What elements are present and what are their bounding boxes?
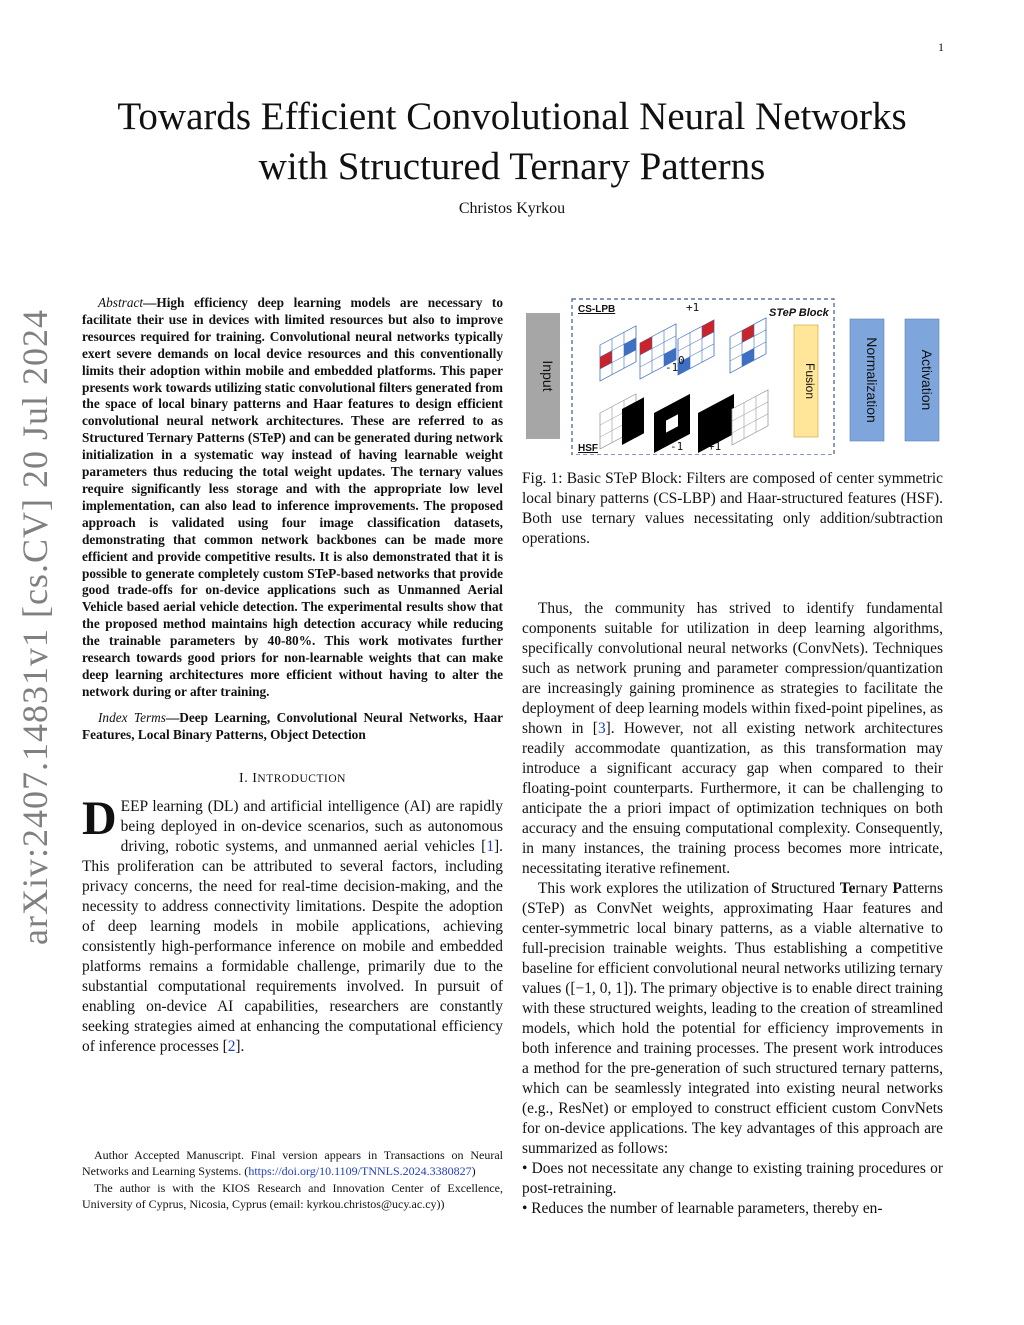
abstract-lead: Abstract [98, 295, 144, 310]
page-number: 1 [938, 40, 944, 54]
index-terms-lead: Index Terms [98, 709, 166, 725]
intro-part-1: EEP learning (DL) and artificial intelligence (AI) are rapidly being deployed in on-device scenarios, such as autonomous driving, robotic systems, and unmanned aerial vehicles [ [120, 797, 503, 855]
author: Christos Kyrkou [458, 200, 566, 217]
plus-one-top: +1 [686, 301, 700, 314]
step-block-diagram [522, 295, 943, 455]
footnote-affiliation: The author is with the KIOS Research and Innovation Center of Excellence, University of Cyprus, Nicosia, Cyprus (email: kyrkou.christos@ucy.ac.cy)) [82, 1181, 503, 1211]
right-paragraph-2 [522, 879, 943, 1159]
intro-part-2: ]. This proliferation can be attributed to several factors, including privacy concerns, the need for real-time decision-making, and the necessity to address connectivity limitations. Despite the adoption of deep learning models in mobile applications, achieving consistently high-performance inference on mobile and embedded platforms remains a formidable challenge, primarily due to the substantial computational requirements involved. In pursuit of enabling on-device AI capabilities, researchers are constantly seeking strategies aimed at enhancing the computational efficiency of inference processes [ [82, 837, 503, 1055]
step-block-label: STeP Block [769, 307, 829, 319]
zero-label: 0 [678, 354, 685, 367]
right-p2-a: This work explores the utilization of [538, 880, 771, 897]
right-body [522, 599, 943, 1219]
rnary: rnary [855, 880, 888, 897]
left-column [82, 295, 503, 1057]
plus-one-bottom: +1 [708, 440, 722, 453]
title-line-1: Towards Efficient Convolutional Neural Networks [117, 95, 907, 138]
arxiv-stamp[interactable]: arXiv:2407.14831v1 [cs.CV] 20 Jul 2024 [15, 309, 55, 945]
index-terms-text: —Deep Learning, Convolutional Neural Networks, Haar Features, Local Binary Patterns, Object Detection [82, 709, 503, 742]
doi-link[interactable]: https://doi.org/10.1109/TNNLS.2024.3380827 [248, 1163, 472, 1178]
cslbp-filter-4 [730, 318, 766, 373]
section-numeral: I. [239, 770, 253, 786]
footnote-manuscript-text: Author Accepted Manuscript. Final version appears in Transactions on Neural Networks and Learning Systems. ( [82, 1148, 503, 1178]
right-p1-a: Thus, the community has strived to identify fundamental components suitable for utilization in deep learning algorithms, specifically convolutional neural networks (ConvNets). Techniques such as network pruning and parameter compression/quantization are increasingly gaining prominence as strategies to facilitate the deployment of deep learning models within fixed-point pipelines, as shown in [ [522, 600, 943, 737]
figure-1 [522, 295, 943, 455]
hsf-label: HSF [578, 443, 598, 454]
section-first-letter: I [252, 770, 258, 786]
input-label: Input [540, 360, 556, 392]
fusion-label: Fusion [803, 362, 817, 400]
introduction-body [82, 791, 503, 1057]
hsf-filters [600, 390, 768, 453]
minus-one-top: -1 [665, 361, 679, 374]
citation-1[interactable]: 1 [486, 837, 495, 855]
bullet-1: • Does not necessitate any change to existing training procedures or post-retraining. [522, 1160, 943, 1197]
title-line-2: with Structured Ternary Patterns [258, 145, 766, 188]
bold-s: S [770, 880, 780, 897]
normalization-label: Normalization [864, 337, 880, 423]
dropcap: D [82, 791, 117, 845]
right-paragraph-1 [522, 599, 943, 879]
right-p2-b: atterns (STeP) as ConvNet weights, approximating Haar features and center-symmetric local binary patterns, as a viable alternative to full-precision trainable weights. Thus establishing a competitive baseline for efficient convolutional neural networks utilizing ternary values ([−1, 0, 1]). The primary objective is to enable direct training with these structured weights, leading to the creation of streamlined models, which hold the potential for efficiency improvements in both inference and training processes. The present work introduces a method for the pre-generation of such structured ternary patterns, which can be seamlessly integrated into existing neural networks (e.g., ResNet) or employed to construct efficient custom ConvNets for on-device applications. The key advantages of this approach are summarized as follows: [522, 880, 943, 1157]
section-heading-introduction [82, 771, 503, 787]
abstract-text: —High efficiency deep learning models are necessary to facilitate their use in devices with limited resources but also to improve resources required for training. Convolutional neural networks typically exert severe demands on local device resources and this conventionally limits their adoption within mobile and embedded platforms. This paper presents work towards utilizing static convolutional filters generated from the space of local binary patterns and Haar features to design efficient convolutional neural network architectures. These are referred to as Structured Ternary Patterns (STeP) and can be generated during network initialization in a systematic way instead of having learnable weight parameters thus reducing the total weight updates. The ternary values require significantly less storage and with the appropriate low level implementation, can also lead to inference improvements. The proposed approach is validated using four image classification datasets, demonstrating that common network backbones can be made more efficient and provide competitive results. It is also demonstrated that it is possible to generate completely custom STeP-based networks that provide good trade-offs for on-device applications such as Unmanned Aerial Vehicle based aerial vehicle detection. The experimental results show that the proposed method maintains high detection accuracy while reducing the trainable parameters by 40-80%. This work motivates further research towards good priors for non-learnable weights that can make deep learning architectures more efficient without having to alter the network during or after training. [82, 295, 503, 699]
figure-caption: Fig. 1: Basic STeP Block: Filters are composed of center symmetric local binary patterns (CS-LBP) and Haar-structured features (HSF). Both use ternary values necessitating only addition/subtraction operations. [522, 470, 943, 547]
intro-part-3: ]. [235, 1037, 245, 1055]
footnote-manuscript [82, 1148, 503, 1179]
bold-te: Te [839, 880, 856, 897]
cslbp-filter-1 [600, 326, 636, 381]
footnotes [82, 1148, 503, 1214]
tructured: tructured [779, 880, 840, 897]
bullet-2: • Reduces the number of learnable parameters, thereby en- [522, 1200, 883, 1217]
minus-one-bottom: -1 [670, 440, 684, 453]
cslpb-label: CS-LPB [578, 304, 616, 315]
hsf-filter-5 [732, 390, 768, 445]
paper-title [60, 92, 964, 192]
bold-p: P [892, 880, 902, 897]
right-p1-b: ]. However, not all existing network architectures readily accommodate quantization, as this transformation may introduce a significant accuracy gap when compared to their floating-point counterparts. Furthermore, it can be challenging to anticipate the a priori impact of optimization techniques on both accuracy and the ensuing computational complexity. Consequently, in many instances, the training process becomes more intricate, necessitating iterative refinement. [522, 720, 944, 877]
activation-label: Activation [919, 349, 935, 411]
abstract [82, 295, 503, 701]
index-terms [82, 710, 503, 744]
section-rest: NTRODUCTION [257, 772, 346, 785]
cslbp-filters [600, 318, 766, 381]
footnote-manuscript-end: ) [471, 1163, 476, 1178]
right-column [522, 295, 943, 1219]
citation-2[interactable]: 2 [227, 1037, 236, 1055]
citation-3[interactable]: 3 [597, 720, 606, 737]
